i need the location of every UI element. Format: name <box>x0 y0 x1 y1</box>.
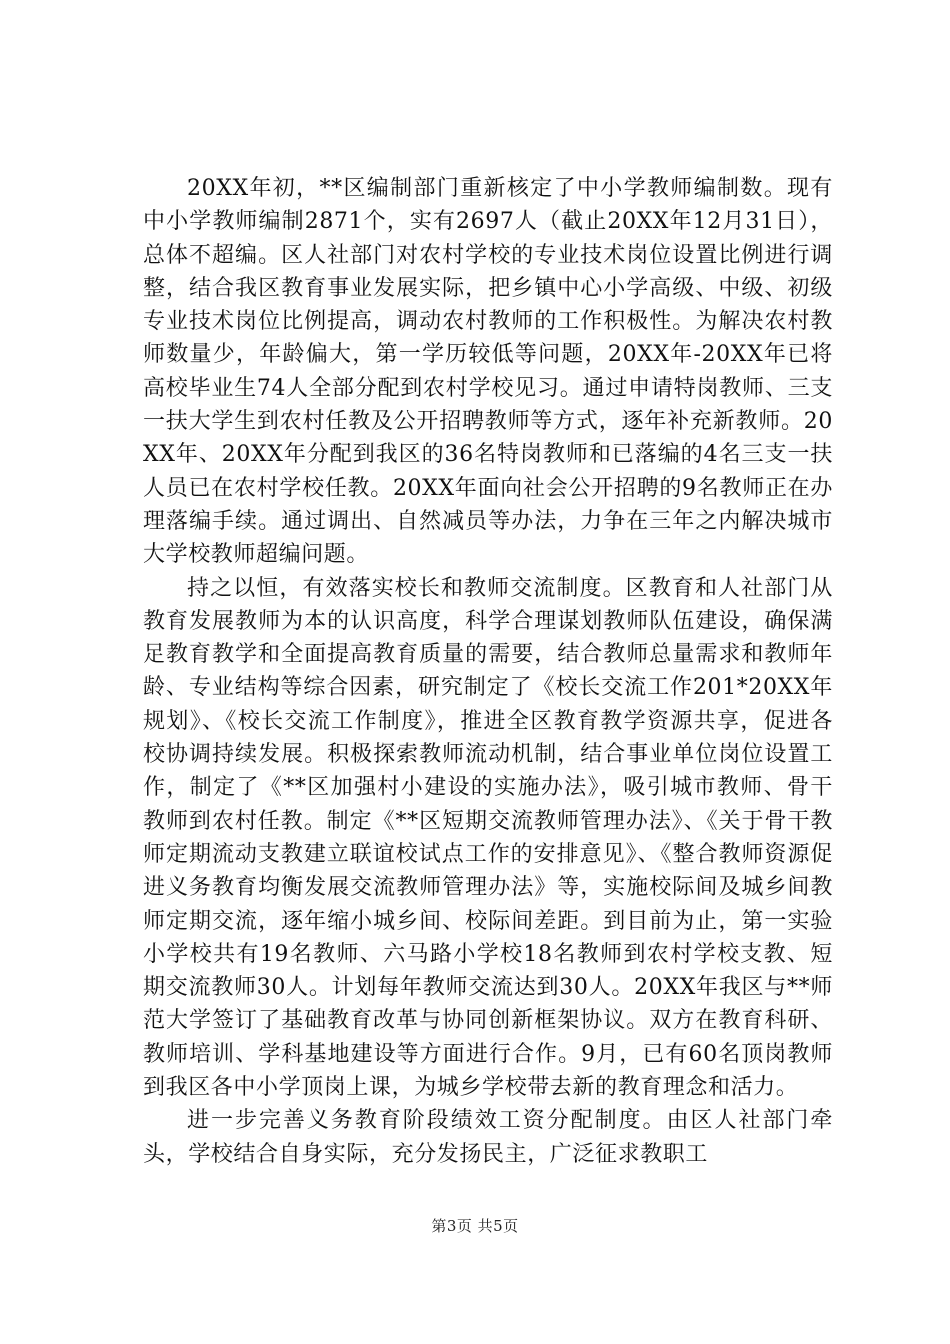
paragraph-principal-teacher-exchange: 持之以恒，有效落实校长和教师交流制度。区教育和人社部门从教育发展教师为本的认识高度，科学合理谋划教师队伍建设，确保满足教育教学和全面提高教育质量的需要，结合教师总量需求和教师年龄、专业结构等综合因素，研究制定了《校长交流工作201*20XX年规划》、《校长交流工作制度》，推进全区教育教学资源共享，促进各校协调持续发展。积极探索教师流动机制，结合事业单位岗位设置工作，制定了《**区加强村小建设的实施办法》，吸引城市教师、骨干教师到农村任教。制定《**区短期交流教师管理办法》、《关于骨干教师定期流动支教建立联谊校试点工作的安排意见》、《整合教师资源促进义务教育均衡发展交流教师管理办法》等，实施校际间及城乡间教师定期交流，逐年缩小城乡间、校际间差距。到目前为止，第一实验小学校共有19名教师、六马路小学校18名教师到农村学校支教、短期交流教师30人。计划每年教师交流达到30人。20XX年我区与**师范大学签订了基础教育改革与协同创新框架协议。双方在教育科研、教师培训、学科基地建设等方面进行合作。9月，已有60名顶岗教师到我区各中小学顶岗上课，为城乡学校带去新的教育理念和活力。 <box>143 575 833 1101</box>
page-number-footer: 第3页 共5页 <box>431 1217 519 1235</box>
paragraph-performance-pay: 进一步完善义务教育阶段绩效工资分配制度。由区人社部门牵头，学校结合自身实际，充分发扬民主，广泛征求教职工 <box>143 1108 833 1167</box>
document-body <box>143 172 833 1171</box>
paragraph-teacher-staffing: 20XX年初，**区编制部门重新核定了中小学教师编制数。现有中小学教师编制2871个，实有2697人（截止20XX年12月31日），总体不超编。区人社部门对农村学校的专业技术岗位设置比例进行调整，结合我区教育事业发展实际，把乡镇中心小学高级、中级、初级专业技术岗位比例提高，调动农村教师的工作积极性。为解决农村教师数量少，年龄偏大，第一学历较低等问题，20XX年-20XX年已将高校毕业生74人全部分配到农村学校见习。通过申请特岗教师、三支一扶大学生到农村任教及公开招聘教师等方式，逐年补充新教师。20XX年、20XX年分配到我区的36名特岗教师和已落编的4名三支一扶人员已在农村学校任教。20XX年面向社会公开招聘的9名教师正在办理落编手续。通过调出、自然减员等办法，力争在三年之内解决城市大学校教师超编问题。 <box>143 176 833 568</box>
